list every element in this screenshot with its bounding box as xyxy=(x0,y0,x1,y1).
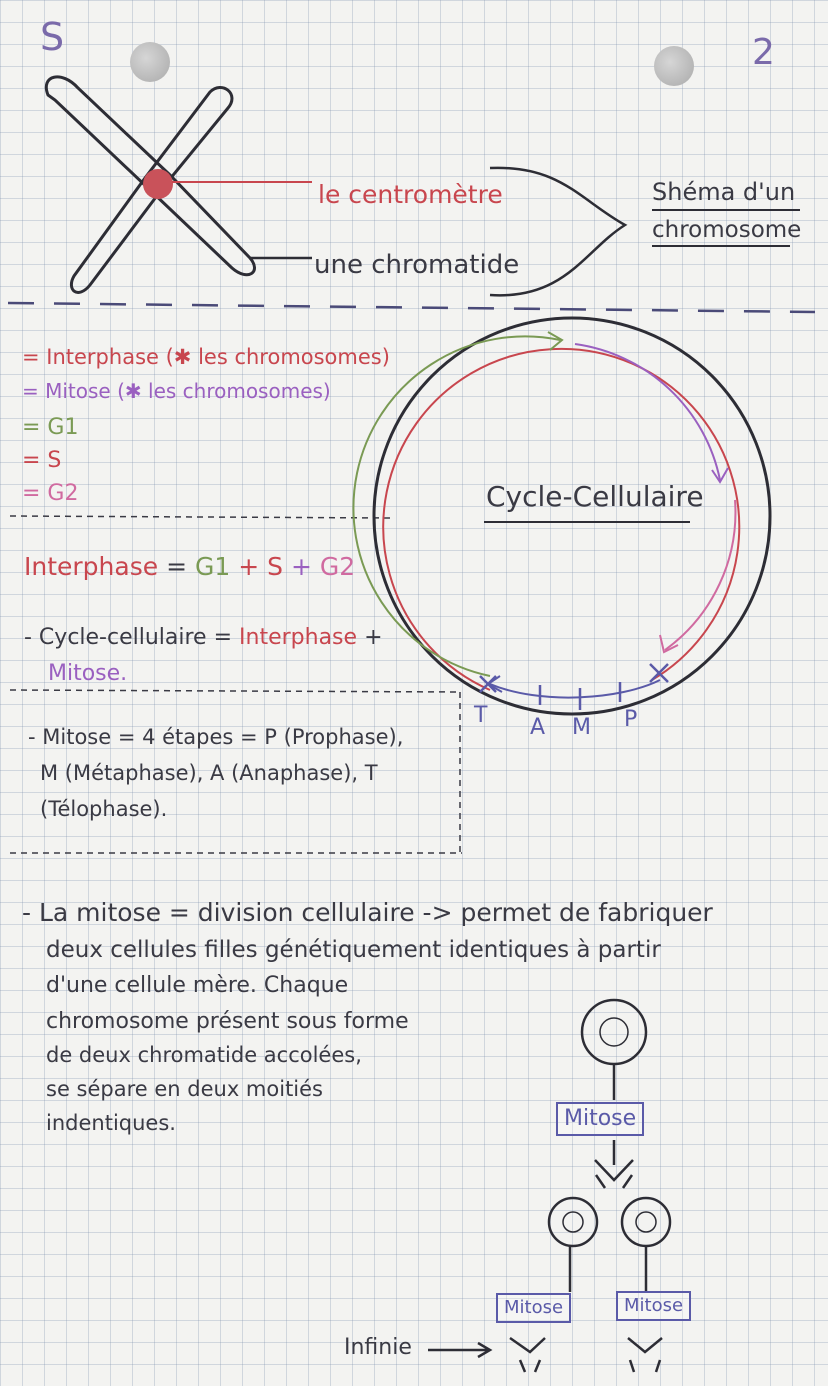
paragraph-line5: de deux chromatide accolées, xyxy=(46,1043,362,1067)
cycle-mitose-arc xyxy=(490,680,660,698)
chromatid-label: une chromatide xyxy=(314,250,520,280)
legend-item-g2: = G2 xyxy=(22,481,79,506)
cycle-outer-circle xyxy=(374,318,770,714)
formula-plus-1: + xyxy=(238,552,260,581)
centromere-dot xyxy=(143,169,173,199)
paragraph-line1: - La mitose = division cellulaire -> permet de fabriquer xyxy=(22,898,713,927)
infinite-label: Infinie xyxy=(344,1335,412,1360)
phase-letter-a: A xyxy=(530,715,546,740)
paragraph-line3: d'une cellule mère. Chaque xyxy=(46,973,349,998)
phase-letter-t: T xyxy=(474,703,488,728)
mitose-box-left: Mitose xyxy=(496,1293,571,1323)
phase-letter-p: P xyxy=(624,707,638,732)
cycle-def-c: + xyxy=(364,625,383,650)
corner-letter: S xyxy=(40,15,65,59)
cycle-g1-arrow xyxy=(548,332,562,350)
chromosome-title-line2: chromosome xyxy=(652,217,802,243)
separator-legend xyxy=(10,516,395,518)
chromosome-title-line1: Shéma d'un xyxy=(652,178,796,206)
cycle-interphase-arc xyxy=(383,349,739,690)
cycle-def-a: - Cycle-cellulaire = xyxy=(24,625,233,650)
centromere-label: le centromètre xyxy=(318,180,503,209)
cycle-definition-line2: Mitose. xyxy=(48,661,128,686)
color-legend xyxy=(22,346,422,515)
formula-g2: G2 xyxy=(319,552,356,581)
phase-letter-m: M xyxy=(572,715,591,740)
separator-top xyxy=(8,303,815,312)
paragraph-line2: deux cellules filles génétiquement identiques à partir xyxy=(46,937,661,963)
cycle-definition-line1 xyxy=(24,626,383,649)
mitose-steps-line3: (Télophase). xyxy=(40,797,168,821)
separator-formula xyxy=(10,690,460,692)
interphase-formula xyxy=(24,554,355,580)
mitose-steps-line1: - Mitose = 4 étapes = P (Prophase), xyxy=(28,725,404,749)
mitose-box-right: Mitose xyxy=(616,1291,691,1321)
formula-s: S xyxy=(267,552,283,581)
cycle-g2-arrow xyxy=(660,635,678,652)
paragraph-line7: indentiques. xyxy=(46,1111,176,1135)
legend-item-interphase: = Interphase (✱ les chromosomes) xyxy=(22,345,390,369)
page-number: 2 xyxy=(752,32,775,73)
paragraph-line6: se sépare en deux moitiés xyxy=(46,1077,323,1101)
legend-item-mitose: = Mitose (✱ les chromosomes) xyxy=(22,379,331,403)
mitose-steps-line2: M (Métaphase), A (Anaphase), T xyxy=(40,761,378,785)
paragraph-line4: chromosome présent sous forme xyxy=(46,1009,409,1034)
formula-g1: G1 xyxy=(194,552,231,581)
cycle-title: Cycle-Cellulaire xyxy=(486,480,704,513)
formula-interphase-label: Interphase xyxy=(24,552,159,581)
formula-plus-2: + xyxy=(290,552,312,581)
legend-item-s: = S xyxy=(22,448,62,473)
mitose-box-top: Mitose xyxy=(556,1102,644,1136)
legend-item-g1: = G1 xyxy=(22,415,79,440)
cycle-def-b: Interphase xyxy=(239,625,358,650)
formula-eq: = xyxy=(166,552,188,581)
